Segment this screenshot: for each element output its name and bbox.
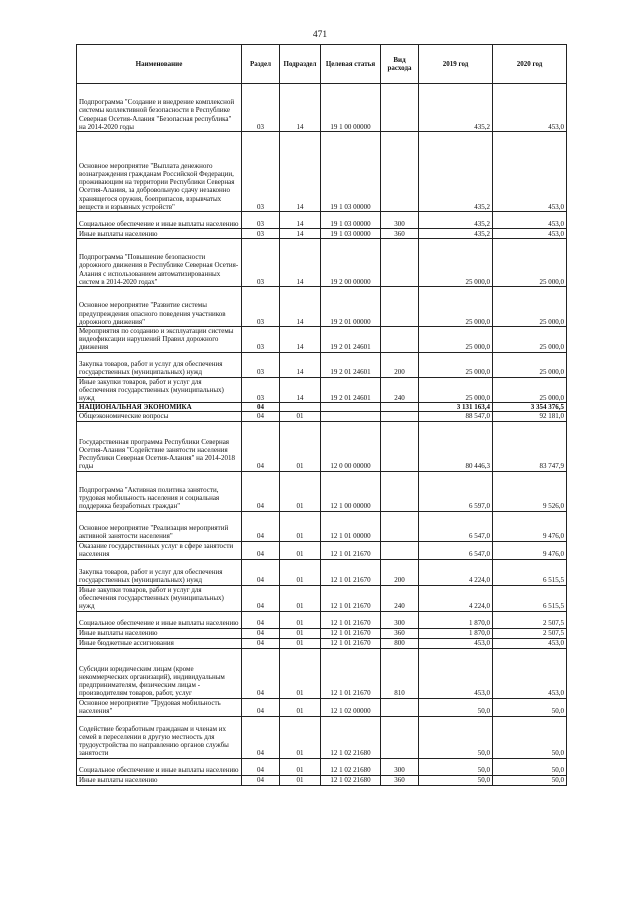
cell-year-2020: 9 476,0 <box>493 541 567 559</box>
cell-section: 03 <box>242 287 280 327</box>
cell-name: Подпрограмма "Повышение безопасности дорожного движения в Республике Северная Осетия-Алания с использованием автоматизированных систем в 2014-2020 годах" <box>77 239 242 287</box>
header-expense-kind: Вид расхода <box>381 45 419 84</box>
cell-year-2019: 435,2 <box>419 212 493 229</box>
cell-expense-kind <box>381 716 419 758</box>
cell-expense-kind: 200 <box>381 559 419 585</box>
cell-name: Государственная программа Республики Северная Осетия-Алания "Содействие занятости населения Республики Северная Осетия-Алания" на 2014-2018 годы <box>77 421 242 471</box>
table-row <box>77 758 567 775</box>
cell-name: Подпрограмма "Создание и внедрение комплексной системы коллективной безопасности в Республике Северная Осетия-Алания "Безопасная республика" на 2014-2020 годы <box>77 84 242 132</box>
cell-expense-kind: 240 <box>381 377 419 403</box>
cell-section: 04 <box>242 758 280 775</box>
cell-name: Иные выплаты населению <box>77 775 242 785</box>
cell-target-article: 12 1 01 21670 <box>321 585 381 611</box>
cell-section: 04 <box>242 638 280 648</box>
cell-expense-kind <box>381 511 419 541</box>
cell-year-2020: 92 181,0 <box>493 412 567 421</box>
cell-section: 04 <box>242 541 280 559</box>
cell-subsection: 14 <box>280 287 321 327</box>
cell-year-2019: 6 597,0 <box>419 471 493 511</box>
cell-name: Иные бюджетные ассигнования <box>77 638 242 648</box>
cell-target-article: 12 0 00 00000 <box>321 421 381 471</box>
cell-year-2019: 453,0 <box>419 638 493 648</box>
cell-name: Иные закупки товаров, работ и услуг для обеспечения государственных (муниципальных) нужд <box>77 585 242 611</box>
cell-year-2019: 435,2 <box>419 229 493 239</box>
cell-target-article <box>321 403 381 412</box>
table-row <box>77 648 567 698</box>
cell-name: Иные выплаты населению <box>77 628 242 638</box>
cell-year-2019: 6 547,0 <box>419 541 493 559</box>
cell-section: 04 <box>242 611 280 628</box>
table-row <box>77 403 567 412</box>
cell-target-article: 12 1 01 21670 <box>321 648 381 698</box>
cell-expense-kind: 200 <box>381 352 419 377</box>
cell-expense-kind: 300 <box>381 611 419 628</box>
cell-section: 03 <box>242 229 280 239</box>
cell-year-2019: 4 224,0 <box>419 585 493 611</box>
header-year-2019: 2019 год <box>419 45 493 84</box>
cell-subsection: 14 <box>280 132 321 212</box>
cell-expense-kind <box>381 403 419 412</box>
table-body <box>77 84 567 786</box>
cell-subsection: 01 <box>280 585 321 611</box>
cell-name: Субсидии юридическим лицам (кроме некоммерческих организаций), индивидуальным предпринимателям, физическим лицам - производителям товаров, работ, услуг <box>77 648 242 698</box>
cell-subsection: 01 <box>280 471 321 511</box>
table-row <box>77 775 567 785</box>
table-row <box>77 84 567 132</box>
cell-year-2019: 88 547,0 <box>419 412 493 421</box>
cell-section: 04 <box>242 585 280 611</box>
table-row <box>77 229 567 239</box>
cell-target-article: 19 1 03 00000 <box>321 132 381 212</box>
cell-year-2020: 50,0 <box>493 758 567 775</box>
cell-target-article: 12 1 02 21680 <box>321 775 381 785</box>
header-subsection: Подраздел <box>280 45 321 84</box>
cell-year-2020: 9 476,0 <box>493 511 567 541</box>
cell-section: 04 <box>242 698 280 716</box>
cell-year-2019: 1 870,0 <box>419 628 493 638</box>
cell-subsection: 01 <box>280 716 321 758</box>
header-target-article: Целевая статья <box>321 45 381 84</box>
cell-name: Социальное обеспечение и иные выплаты населению <box>77 758 242 775</box>
cell-subsection: 14 <box>280 327 321 353</box>
cell-year-2020: 2 507,5 <box>493 628 567 638</box>
cell-section: 04 <box>242 412 280 421</box>
cell-year-2020: 453,0 <box>493 648 567 698</box>
cell-target-article: 12 1 02 00000 <box>321 698 381 716</box>
cell-expense-kind: 360 <box>381 628 419 638</box>
table-row <box>77 638 567 648</box>
cell-expense-kind <box>381 287 419 327</box>
table-row <box>77 541 567 559</box>
cell-year-2020: 453,0 <box>493 229 567 239</box>
cell-year-2020: 453,0 <box>493 84 567 132</box>
cell-target-article: 19 2 01 24601 <box>321 327 381 353</box>
cell-year-2020: 6 515,5 <box>493 559 567 585</box>
cell-section: 03 <box>242 132 280 212</box>
cell-year-2019: 435,2 <box>419 84 493 132</box>
cell-name: Основное мероприятие "Реализация мероприятий активной занятости населения" <box>77 511 242 541</box>
cell-target-article: 12 1 01 21670 <box>321 628 381 638</box>
table-row <box>77 287 567 327</box>
cell-subsection <box>280 403 321 412</box>
cell-section: 04 <box>242 648 280 698</box>
cell-subsection: 01 <box>280 412 321 421</box>
cell-year-2019: 453,0 <box>419 648 493 698</box>
cell-name: Общеэкономические вопросы <box>77 412 242 421</box>
cell-subsection: 01 <box>280 758 321 775</box>
cell-target-article: 12 1 01 21670 <box>321 541 381 559</box>
cell-year-2020: 83 747,9 <box>493 421 567 471</box>
table-row <box>77 628 567 638</box>
cell-section: 04 <box>242 421 280 471</box>
cell-expense-kind: 300 <box>381 758 419 775</box>
cell-section: 04 <box>242 471 280 511</box>
cell-target-article: 19 2 01 00000 <box>321 287 381 327</box>
cell-target-article: 12 1 00 00000 <box>321 471 381 511</box>
table-row <box>77 611 567 628</box>
table-row <box>77 327 567 353</box>
cell-year-2020: 25 000,0 <box>493 287 567 327</box>
cell-year-2020: 453,0 <box>493 212 567 229</box>
cell-section: 04 <box>242 403 280 412</box>
cell-year-2019: 25 000,0 <box>419 327 493 353</box>
table-row <box>77 511 567 541</box>
cell-target-article: 12 1 01 21670 <box>321 638 381 648</box>
cell-year-2019: 1 870,0 <box>419 611 493 628</box>
cell-name: Содействие безработным гражданам и членам их семей в переселении в другую местность для трудоустройства по направлению органов службы занятости <box>77 716 242 758</box>
cell-year-2020: 50,0 <box>493 775 567 785</box>
cell-year-2019: 50,0 <box>419 758 493 775</box>
cell-year-2019: 80 446,3 <box>419 421 493 471</box>
cell-expense-kind <box>381 412 419 421</box>
cell-section: 04 <box>242 511 280 541</box>
cell-expense-kind: 360 <box>381 229 419 239</box>
cell-year-2019: 50,0 <box>419 698 493 716</box>
header-name: Наименование <box>77 45 242 84</box>
cell-subsection: 01 <box>280 698 321 716</box>
table-row <box>77 698 567 716</box>
cell-year-2020: 3 354 376,5 <box>493 403 567 412</box>
cell-name: Основное мероприятие "Развитие системы предупреждения опасного поведения участников дорожного движения" <box>77 287 242 327</box>
cell-section: 03 <box>242 212 280 229</box>
cell-expense-kind: 800 <box>381 638 419 648</box>
table-row <box>77 559 567 585</box>
cell-name: Закупка товаров, работ и услуг для обеспечения государственных (муниципальных) нужд <box>77 352 242 377</box>
cell-name: Мероприятия по созданию и эксплуатации системы видеофиксации нарушений Правил дорожного движения <box>77 327 242 353</box>
cell-year-2020: 25 000,0 <box>493 377 567 403</box>
header-year-2020: 2020 год <box>493 45 567 84</box>
cell-subsection: 14 <box>280 352 321 377</box>
table-row <box>77 585 567 611</box>
cell-name: Иные закупки товаров, работ и услуг для обеспечения государственных (муниципальных) нужд <box>77 377 242 403</box>
cell-subsection: 14 <box>280 84 321 132</box>
cell-year-2019: 4 224,0 <box>419 559 493 585</box>
cell-expense-kind <box>381 471 419 511</box>
cell-section: 03 <box>242 84 280 132</box>
cell-subsection: 14 <box>280 212 321 229</box>
cell-year-2019: 50,0 <box>419 775 493 785</box>
cell-expense-kind: 240 <box>381 585 419 611</box>
cell-expense-kind <box>381 327 419 353</box>
cell-expense-kind: 810 <box>381 648 419 698</box>
cell-name: Оказание государственных услуг в сфере занятости населения <box>77 541 242 559</box>
cell-expense-kind <box>381 132 419 212</box>
cell-year-2019: 435,2 <box>419 132 493 212</box>
cell-year-2020: 25 000,0 <box>493 239 567 287</box>
cell-year-2019: 25 000,0 <box>419 352 493 377</box>
cell-year-2019: 25 000,0 <box>419 239 493 287</box>
cell-name: Основное мероприятие "Выплата денежного вознаграждения гражданам Российской Федерации, проживающим на территории Республики Северная Осетия-Алания, за добровольную сдачу незаконно хранящегося оружия, боеприпасов, взрывчатых веществ и взрывных устройств" <box>77 132 242 212</box>
cell-expense-kind: 300 <box>381 212 419 229</box>
cell-target-article: 19 2 01 24601 <box>321 377 381 403</box>
table-row <box>77 716 567 758</box>
cell-subsection: 01 <box>280 638 321 648</box>
cell-year-2019: 50,0 <box>419 716 493 758</box>
cell-target-article: 19 1 03 00000 <box>321 229 381 239</box>
cell-year-2019: 25 000,0 <box>419 377 493 403</box>
cell-expense-kind <box>381 541 419 559</box>
cell-section: 03 <box>242 377 280 403</box>
cell-year-2020: 25 000,0 <box>493 327 567 353</box>
cell-section: 04 <box>242 716 280 758</box>
table-row <box>77 412 567 421</box>
table-row <box>77 132 567 212</box>
cell-target-article: 12 1 02 21680 <box>321 716 381 758</box>
header-section: Раздел <box>242 45 280 84</box>
cell-expense-kind <box>381 421 419 471</box>
cell-section: 03 <box>242 239 280 287</box>
cell-name: Социальное обеспечение и иные выплаты населению <box>77 212 242 229</box>
cell-subsection: 01 <box>280 421 321 471</box>
cell-section: 04 <box>242 559 280 585</box>
cell-subsection: 14 <box>280 377 321 403</box>
cell-section: 03 <box>242 352 280 377</box>
cell-year-2020: 6 515,5 <box>493 585 567 611</box>
cell-year-2020: 50,0 <box>493 698 567 716</box>
cell-name: Социальное обеспечение и иные выплаты населению <box>77 611 242 628</box>
cell-target-article: 12 1 01 00000 <box>321 511 381 541</box>
cell-name: НАЦИОНАЛЬНАЯ ЭКОНОМИКА <box>77 403 242 412</box>
cell-year-2020: 2 507,5 <box>493 611 567 628</box>
cell-target-article: 12 1 01 21670 <box>321 559 381 585</box>
table-row <box>77 239 567 287</box>
cell-name: Основное мероприятие "Трудовая мобильность населения" <box>77 698 242 716</box>
cell-target-article: 19 1 03 00000 <box>321 212 381 229</box>
cell-subsection: 01 <box>280 648 321 698</box>
cell-expense-kind <box>381 698 419 716</box>
cell-expense-kind <box>381 84 419 132</box>
budget-table <box>76 44 567 786</box>
page-number: 471 <box>312 30 328 40</box>
cell-year-2019: 3 131 163,4 <box>419 403 493 412</box>
cell-section: 04 <box>242 628 280 638</box>
cell-target-article <box>321 412 381 421</box>
cell-subsection: 01 <box>280 559 321 585</box>
cell-year-2020: 453,0 <box>493 638 567 648</box>
cell-year-2019: 6 547,0 <box>419 511 493 541</box>
cell-name: Иные выплаты населению <box>77 229 242 239</box>
cell-year-2020: 9 526,0 <box>493 471 567 511</box>
cell-target-article: 19 2 01 24601 <box>321 352 381 377</box>
cell-year-2020: 453,0 <box>493 132 567 212</box>
cell-year-2020: 50,0 <box>493 716 567 758</box>
table-row <box>77 352 567 377</box>
cell-target-article: 12 1 02 21680 <box>321 758 381 775</box>
cell-year-2020: 25 000,0 <box>493 352 567 377</box>
cell-expense-kind: 360 <box>381 775 419 785</box>
cell-target-article: 12 1 01 21670 <box>321 611 381 628</box>
table-header-row <box>77 45 567 84</box>
cell-expense-kind <box>381 239 419 287</box>
cell-subsection: 01 <box>280 775 321 785</box>
cell-target-article: 19 1 00 00000 <box>321 84 381 132</box>
table-row <box>77 212 567 229</box>
cell-year-2019: 25 000,0 <box>419 287 493 327</box>
table-row <box>77 377 567 403</box>
cell-subsection: 14 <box>280 229 321 239</box>
cell-section: 03 <box>242 327 280 353</box>
cell-subsection: 01 <box>280 541 321 559</box>
cell-subsection: 01 <box>280 611 321 628</box>
cell-subsection: 01 <box>280 628 321 638</box>
cell-section: 04 <box>242 775 280 785</box>
cell-subsection: 01 <box>280 511 321 541</box>
cell-name: Закупка товаров, работ и услуг для обеспечения государственных (муниципальных) нужд <box>77 559 242 585</box>
cell-subsection: 14 <box>280 239 321 287</box>
table-row <box>77 471 567 511</box>
cell-target-article: 19 2 00 00000 <box>321 239 381 287</box>
table-row <box>77 421 567 471</box>
cell-name: Подпрограмма "Активная политика занятости, трудовая мобильность населения и социальная поддержка безработных граждан" <box>77 471 242 511</box>
